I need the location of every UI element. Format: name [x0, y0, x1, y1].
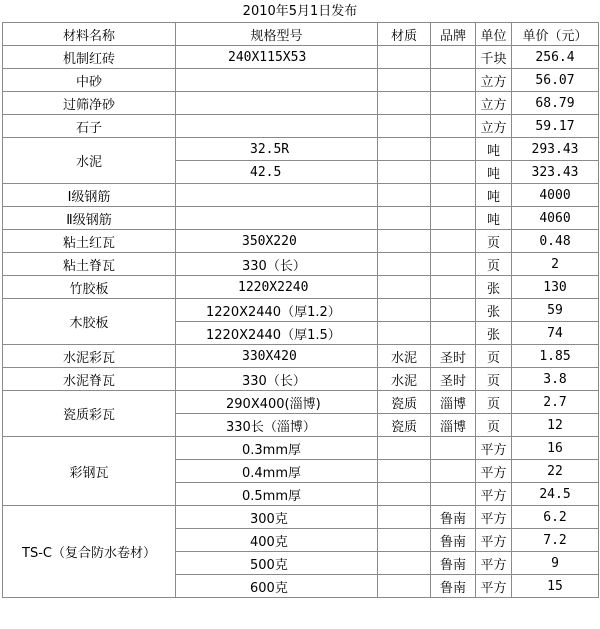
table-row	[3, 230, 599, 253]
spec-cell	[176, 184, 378, 207]
brand-cell: 鲁南	[431, 529, 476, 552]
brand-cell: 鲁南	[431, 552, 476, 575]
brand-cell	[431, 92, 476, 115]
unit-cell: 页	[476, 345, 512, 368]
spec-cell: 1220X2240	[176, 276, 378, 299]
price-cell: 130	[512, 276, 599, 299]
unit-cell: 平方	[476, 575, 512, 598]
material-name: 水泥彩瓦	[3, 345, 176, 368]
brand-cell	[431, 253, 476, 276]
price-cell: 24.5	[512, 483, 599, 506]
material-cell	[378, 69, 431, 92]
price-cell: 1.85	[512, 345, 599, 368]
spec-cell: 330（长）	[176, 253, 378, 276]
brand-cell	[431, 460, 476, 483]
table-row	[3, 69, 599, 92]
unit-cell: 页	[476, 414, 512, 437]
unit-cell: 页	[476, 391, 512, 414]
material-name: 瓷质彩瓦	[3, 391, 176, 437]
price-cell: 2	[512, 253, 599, 276]
material-name: 石子	[3, 115, 176, 138]
header-price: 单价（元）	[512, 23, 599, 46]
brand-cell	[431, 230, 476, 253]
spec-cell	[176, 69, 378, 92]
table-row	[3, 437, 599, 460]
table-row	[3, 207, 599, 230]
unit-cell: 立方	[476, 92, 512, 115]
table-row	[3, 368, 599, 391]
brand-cell	[431, 138, 476, 161]
material-name: Ⅰ级钢筋	[3, 184, 176, 207]
price-cell: 3.8	[512, 368, 599, 391]
material-name: 中砂	[3, 69, 176, 92]
unit-cell: 平方	[476, 460, 512, 483]
table-header-row	[3, 23, 599, 46]
brand-cell: 鲁南	[431, 575, 476, 598]
unit-cell: 吨	[476, 184, 512, 207]
material-name: 木胶板	[3, 299, 176, 345]
material-name: 粘土红瓦	[3, 230, 176, 253]
table-row	[3, 253, 599, 276]
price-cell: 293.43	[512, 138, 599, 161]
brand-cell	[431, 437, 476, 460]
price-cell: 0.48	[512, 230, 599, 253]
spec-cell: 0.4mm厚	[176, 460, 378, 483]
unit-cell: 平方	[476, 437, 512, 460]
table-row	[3, 391, 599, 414]
spec-cell: 400克	[176, 529, 378, 552]
price-cell: 22	[512, 460, 599, 483]
unit-cell: 页	[476, 253, 512, 276]
spec-cell	[176, 115, 378, 138]
brand-cell	[431, 115, 476, 138]
page-title: 2010年5月1日发布	[242, 4, 358, 19]
brand-cell	[431, 207, 476, 230]
spec-cell: 0.3mm厚	[176, 437, 378, 460]
material-cell	[378, 207, 431, 230]
table-row	[3, 46, 599, 69]
spec-cell: 600克	[176, 575, 378, 598]
material-cell	[378, 299, 431, 322]
brand-cell	[431, 483, 476, 506]
brand-cell: 圣时	[431, 368, 476, 391]
header-material: 材质	[378, 23, 431, 46]
material-name: 机制红砖	[3, 46, 176, 69]
material-name: 过筛净砂	[3, 92, 176, 115]
price-cell: 16	[512, 437, 599, 460]
price-cell: 4060	[512, 207, 599, 230]
spec-cell: 42.5	[176, 161, 378, 184]
spec-cell: 330长（淄博）	[176, 414, 378, 437]
spec-cell: 500克	[176, 552, 378, 575]
material-cell	[378, 506, 431, 529]
header-spec: 规格型号	[176, 23, 378, 46]
unit-cell: 平方	[476, 506, 512, 529]
unit-cell: 张	[476, 322, 512, 345]
spec-cell: 290X400(淄博)	[176, 391, 378, 414]
spec-cell	[176, 92, 378, 115]
material-cell: 水泥	[378, 345, 431, 368]
price-cell: 256.4	[512, 46, 599, 69]
header-name: 材料名称	[3, 23, 176, 46]
material-cell: 瓷质	[378, 391, 431, 414]
unit-cell: 张	[476, 299, 512, 322]
material-name: Ⅱ级钢筋	[3, 207, 176, 230]
table-row	[3, 138, 599, 161]
material-name: 彩钢瓦	[3, 437, 176, 506]
material-cell	[378, 138, 431, 161]
material-cell	[378, 161, 431, 184]
price-cell: 2.7	[512, 391, 599, 414]
material-cell	[378, 529, 431, 552]
material-cell: 水泥	[378, 368, 431, 391]
brand-cell: 圣时	[431, 345, 476, 368]
material-cell	[378, 552, 431, 575]
brand-cell	[431, 161, 476, 184]
unit-cell: 平方	[476, 529, 512, 552]
header-unit: 单位	[476, 23, 512, 46]
material-cell	[378, 460, 431, 483]
material-name: TS-C（复合防水卷材）	[3, 506, 176, 598]
material-cell	[378, 253, 431, 276]
price-cell: 56.07	[512, 69, 599, 92]
unit-cell: 立方	[476, 115, 512, 138]
price-cell: 15	[512, 575, 599, 598]
table-row	[3, 276, 599, 299]
unit-cell: 平方	[476, 552, 512, 575]
material-cell	[378, 115, 431, 138]
unit-cell: 吨	[476, 207, 512, 230]
unit-cell: 千块	[476, 46, 512, 69]
spec-cell: 1220X2440（厚1.2）	[176, 299, 378, 322]
material-cell	[378, 46, 431, 69]
material-name: 水泥	[3, 138, 176, 184]
material-cell	[378, 483, 431, 506]
material-cell: 瓷质	[378, 414, 431, 437]
material-cell	[378, 575, 431, 598]
table-row	[3, 345, 599, 368]
material-cell	[378, 184, 431, 207]
price-table	[2, 22, 599, 598]
brand-cell	[431, 276, 476, 299]
brand-cell	[431, 46, 476, 69]
table-row	[3, 299, 599, 322]
price-cell: 4000	[512, 184, 599, 207]
material-cell	[378, 92, 431, 115]
unit-cell: 立方	[476, 69, 512, 92]
spec-cell	[176, 207, 378, 230]
material-name: 竹胶板	[3, 276, 176, 299]
header-brand: 品牌	[431, 23, 476, 46]
unit-cell: 平方	[476, 483, 512, 506]
spec-cell: 330X420	[176, 345, 378, 368]
spec-cell: 32.5R	[176, 138, 378, 161]
material-cell	[378, 276, 431, 299]
spec-cell: 0.5mm厚	[176, 483, 378, 506]
table-row	[3, 92, 599, 115]
price-cell: 323.43	[512, 161, 599, 184]
price-cell: 9	[512, 552, 599, 575]
spec-cell: 240X115X53	[176, 46, 378, 69]
price-cell: 59	[512, 299, 599, 322]
price-cell: 12	[512, 414, 599, 437]
unit-cell: 吨	[476, 161, 512, 184]
table-row	[3, 506, 599, 529]
spec-cell: 300克	[176, 506, 378, 529]
brand-cell: 淄博	[431, 391, 476, 414]
material-cell	[378, 230, 431, 253]
brand-cell	[431, 69, 476, 92]
brand-cell: 淄博	[431, 414, 476, 437]
material-name: 粘土脊瓦	[3, 253, 176, 276]
material-name: 水泥脊瓦	[3, 368, 176, 391]
material-cell	[378, 437, 431, 460]
price-cell: 68.79	[512, 92, 599, 115]
table-row	[3, 115, 599, 138]
material-cell	[378, 322, 431, 345]
spec-cell: 330（长）	[176, 368, 378, 391]
price-cell: 59.17	[512, 115, 599, 138]
brand-cell	[431, 184, 476, 207]
spec-cell: 1220X2440（厚1.5）	[176, 322, 378, 345]
brand-cell	[431, 322, 476, 345]
price-cell: 6.2	[512, 506, 599, 529]
unit-cell: 张	[476, 276, 512, 299]
brand-cell	[431, 299, 476, 322]
brand-cell: 鲁南	[431, 506, 476, 529]
price-cell: 74	[512, 322, 599, 345]
spec-cell: 350X220	[176, 230, 378, 253]
price-cell: 7.2	[512, 529, 599, 552]
unit-cell: 页	[476, 230, 512, 253]
unit-cell: 页	[476, 368, 512, 391]
unit-cell: 吨	[476, 138, 512, 161]
table-row	[3, 184, 599, 207]
